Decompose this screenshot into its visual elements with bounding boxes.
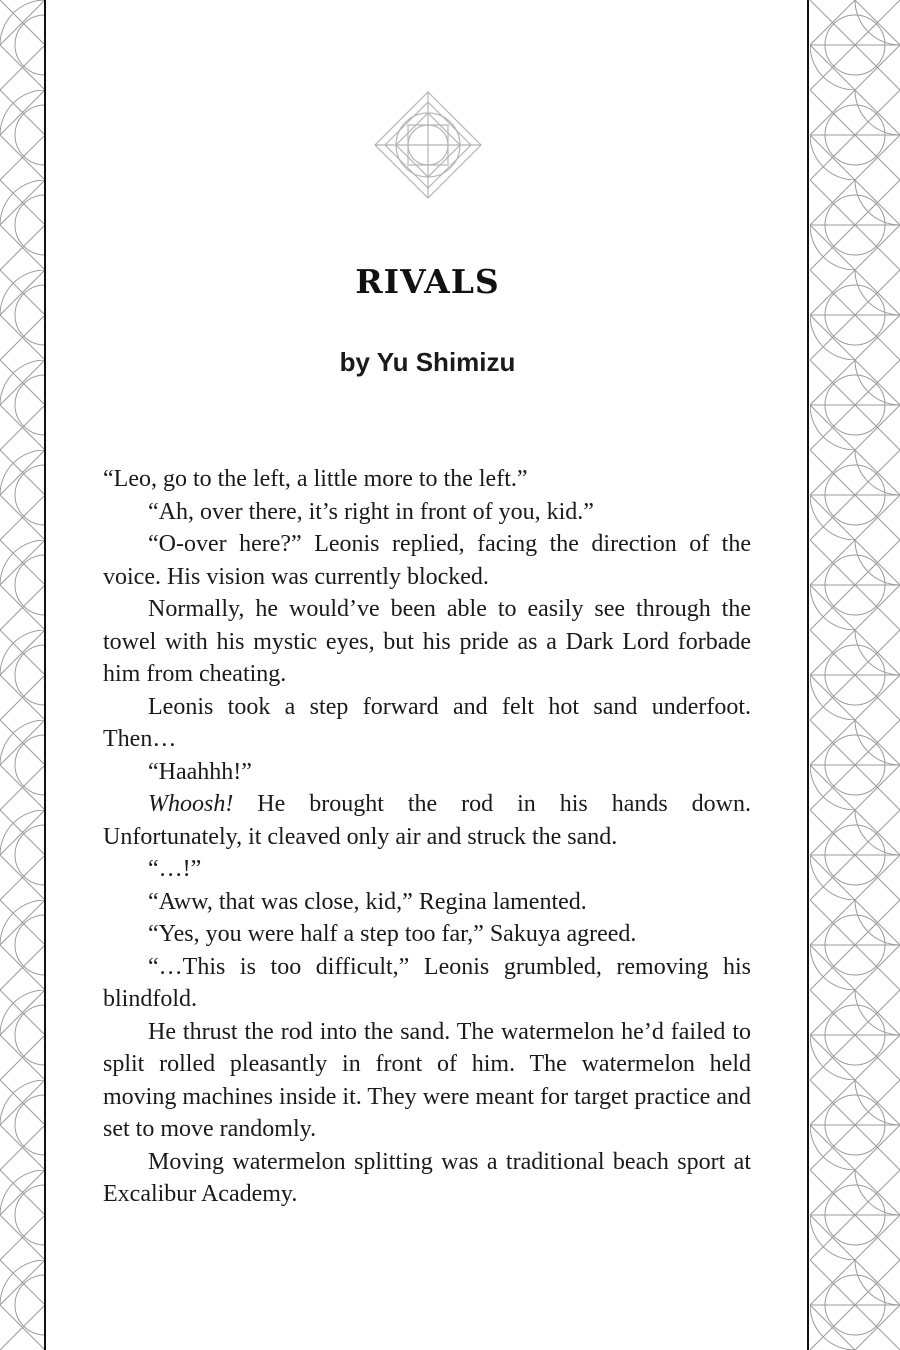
paragraph: “Haahhh!” [148,758,252,785]
paragraph: “Leo, go to the left, a little more to the left.” [103,466,528,492]
paragraph: “…This is too difficult,” Leonis grumbled, removing his blindfold. [103,953,751,1012]
paragraph: Moving watermelon splitting was a traditional beach sport at Excalibur Academy. [103,1148,751,1207]
paragraph-text: He brought the rod in his hands down. Unfortunately, it cleaved only air and struck the sand. [103,791,751,850]
right-border-pattern [810,0,900,1350]
paragraph: “Ah, over there, it’s right in front of you, kid.” [148,498,594,525]
paragraph: Normally, he would’ve been able to easily see through the towel with his mystic eyes, but his pride as a Dark Lord forbade him from cheating. [103,596,751,687]
ornament-icon [373,90,483,200]
paragraph: “O-over here?” Leonis replied, facing the direction of the voice. His vision was currently blocked. [103,531,751,590]
paragraph: “Aww, that was close, kid,” Regina lamented. [148,888,587,915]
left-border-line [44,0,46,1350]
right-border-line [807,0,809,1350]
story-body [103,463,751,1211]
paragraph: He thrust the rod into the sand. The watermelon he’d failed to split rolled pleasantly in front of him. The watermelon held moving machines inside it. They were meant for target practice and set to move randomly. [103,1018,751,1142]
paragraph: “…!” [148,856,202,882]
paragraph: “Yes, you were half a step too far,” Sakuya agreed. [148,921,637,947]
paragraph [103,788,751,853]
chapter-title: RIVALS [355,262,500,301]
author-byline: by Yu Shimizu [339,347,516,377]
left-border-pattern [0,0,45,1350]
paragraph: Leonis took a step forward and felt hot sand underfoot. Then… [103,693,751,752]
sound-effect: Whoosh! [148,791,234,817]
